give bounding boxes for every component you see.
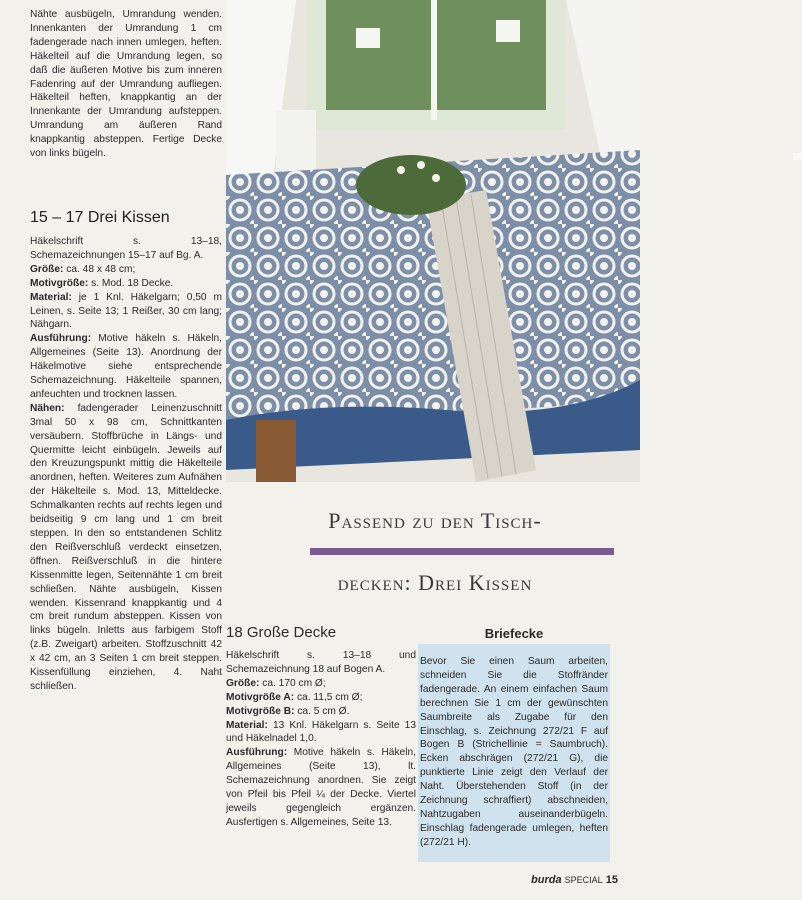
- intro-text: Nähte ausbügeln, Umrandung wenden. Innenkanten der Umrandung 1 cm fadengerade nach innen umlegen, heften. Häkelteil auf die Umrandung legen, so daß die äußeren Motive bis zum inneren Fadenring auf der Umrandung aufliegen. Häkelteil heften, knappkantig an der Innenkante der Umrandung aufsteppen. Umrandung am äußeren Rand knappkantig absteppen. Fertige Decke von links bügeln.: [30, 9, 222, 160]
- kissen-intro: Häkelschrift s. 13–18, Schemazeichnungen 15–17 auf Bg. A.: [30, 235, 222, 261]
- headline-rule: [310, 548, 614, 555]
- decke-intro: Häkelschrift s. 13–18 und Schemazeichnung 18 auf Bogen A.: [226, 650, 416, 675]
- photo-number: 18: [792, 152, 802, 163]
- decke-execution: Ausführung: Motive häkeln s. Häkeln, Allgemeines (Seite 13), lt. Schemazeichnung anordnen. Sie zeigt von Pfeil bis Pfeil ¼ der Decke. Viertel jeweils gegengleich ergänzen. Ausfertigen s. Allgemeines, Seite 13.: [226, 747, 416, 828]
- briefecke-heading: Briefecke: [484, 626, 544, 641]
- photo-illustration: [226, 0, 640, 482]
- brand-logo: burda: [531, 874, 562, 886]
- tablecloth-photo: [226, 0, 802, 482]
- kissen-sewing: Nähen: fadengerader Leinenzuschnitt 3mal 50 x 98 cm, Schnittkanten versäubern. Stoffbrüche in Längs- und Quermitte leicht einbügeln. Jeweils auf den Kreuzungspunkt mittig die Häkelteile anordnen, heften. Weiteres zum Aufnähen der Häkelteile s. Mod. 13, Mitteldecke. Schmalkanten rechts auf rechts legen und beidseitig 9 cm lang und 1 cm breit steppen. In den so entstandenen Schlitz den Reißverschluß verdeckt einsetzen, öffnen. Reißverschluß in die hintere Kissenmitte legen, Seitennähte 1 cm breit schließen. Nähte ausbügeln, Kissen wenden. Kissenrand knappkantig und 4 cm breit rundum absteppen. Kissen von links bügeln. Inletts aus farbigem Stoff (z.B. Zweigart) arbeiten. Stoffzuschnitt 42 x 42 cm, an 3 Seiten 1 cm breit steppen. Kissenfüllung einziehen, 4. Naht schließen.: [30, 402, 222, 692]
- right-column: [420, 626, 608, 858]
- decke-size: Größe: ca. 170 cm Ø;: [226, 677, 326, 689]
- decke-motif-a: Motivgröße A: ca. 11,5 cm Ø;: [226, 691, 363, 703]
- page-number: 15: [605, 874, 618, 886]
- briefecke-text: Bevor Sie einen Saum arbeiten, schneiden Sie die Stoffränder fadengerade. An einem einfachen Saum berechnen Sie 1 cm der gewünschten Saumbreite als Zugabe für den Einschlag, s. Zeichnung 272/21 F auf Bogen B (Strichellinie = Saumbruch). Ecken abschrägen (272/21 G), die punktierte Linie zeigt den Verlauf der Naht. Überstehenden Stoff (in der Zeichnung schraffiert) abschneiden, Nahtzugaben auseinanderbügeln. Einschlag fadengerade umlegen, heften (272/21 H).: [420, 656, 608, 848]
- headline-line2: decken: Drei Kissen: [337, 570, 533, 595]
- decke-motif-b: Motivgröße B: ca. 5 cm Ø.: [226, 705, 350, 717]
- kissen-execution: Ausführung: Motive häkeln s. Häkeln, Allgemeines (Seite 13). Anordnung der Häkelmotive siehe entsprechende Schemazeichnung. Häkelteile spannen, anfeuchten und trocknen lassen.: [30, 333, 222, 400]
- decke-material: Material: 13 Knl. Häkelgarn s. Seite 13 und Häkelnadel 1,0.: [226, 719, 416, 745]
- headline-line1: Passend zu den Tisch-: [328, 508, 542, 533]
- kissen-size: Größe: ca. 48 x 48 cm;: [30, 263, 136, 275]
- left-column: [30, 8, 222, 694]
- decke-heading: 18 Große Decke: [226, 624, 337, 641]
- middle-column: [226, 624, 416, 830]
- kissen-material: Material: je 1 Knl. Häkelgarn; 0,50 m Leinen, s. Seite 13; 1 Reißer, 30 cm lang; Nähgarn.: [30, 291, 222, 331]
- kissen-motif: Motivgröße: s. Mod. 18 Decke.: [30, 277, 174, 289]
- brand-special: SPECIAL: [564, 875, 603, 885]
- page-footer: [531, 874, 618, 886]
- kissen-heading: 15 – 17 Drei Kissen: [30, 208, 170, 226]
